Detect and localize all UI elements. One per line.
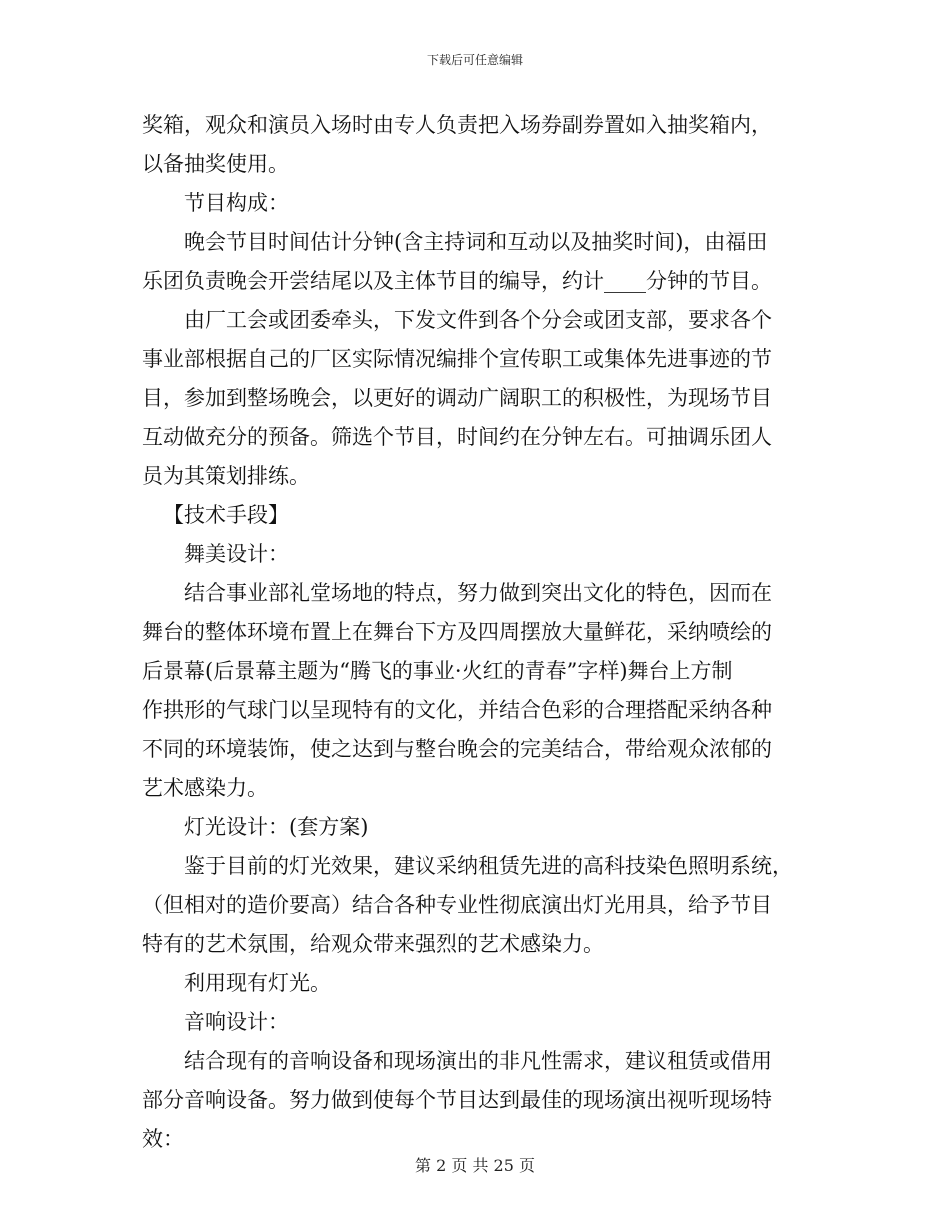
text-line: （但相对的造价要高）结合各种专业性彻底演出灯光用具，给予节目 bbox=[142, 893, 772, 917]
text-line: 不同的环境装饰，使之达到与整台晚会的完美结合，带给观众浓郁的 bbox=[142, 737, 772, 761]
text-line: 特有的艺术氛围，给观众带来强烈的艺术感染力。 bbox=[142, 932, 604, 956]
text-line: 结合事业部礼堂场地的特点，努力做到突出文化的特色，因而在 bbox=[184, 581, 772, 605]
text-line: 节目构成： bbox=[184, 191, 289, 215]
text-line: 后景幕(后景幕主题为“腾飞的事业·火红的青春”字样)舞台上方制 bbox=[142, 659, 733, 683]
text-line: 事业部根据自己的厂区实际情况编排个宣传职工或集体先进事迹的节 bbox=[142, 347, 772, 371]
text-line: 部分音响设备。努力做到使每个节目达到最佳的现场演出视听现场特 bbox=[142, 1088, 772, 1112]
text-line: 以备抽奖使用。 bbox=[142, 152, 289, 176]
page-header: 下载后可任意编辑 bbox=[426, 53, 523, 67]
text-line: 晚会节目时间估计分钟(含主持词和互动以及抽奖时间)，由福田 bbox=[184, 230, 768, 254]
text-line: 舞台的整体环境布置上在舞台下方及四周摆放大量鲜花，采纳喷绘的 bbox=[142, 620, 772, 644]
text-line: 灯光设计：(套方案) bbox=[184, 815, 369, 839]
text-line: 效： bbox=[142, 1127, 184, 1151]
text-line: 员为其策划排练。 bbox=[142, 464, 310, 488]
text-line: 由厂工会或团委牵头，下发文件到各个分会或团支部，要求各个 bbox=[184, 308, 772, 332]
text-line: 利用现有灯光。 bbox=[184, 971, 331, 995]
text-line: 舞美设计： bbox=[184, 542, 289, 566]
text-line: 音响设计： bbox=[184, 1010, 289, 1034]
text-line: 结合现有的音响设备和现场演出的非凡性需求，建议租赁或借用 bbox=[184, 1049, 772, 1073]
text-line: 【技术手段】 bbox=[163, 503, 289, 527]
document-body bbox=[142, 106, 806, 1159]
text-line: 鉴于目前的灯光效果，建议采纳租赁先进的高科技染色照明系统， bbox=[184, 854, 793, 878]
page-footer: 第 2 页 共 25 页 bbox=[415, 1156, 535, 1175]
text-line: 互动做充分的预备。筛选个节目，时间约在分钟左右。可抽调乐团人 bbox=[142, 425, 772, 449]
text-line: 目，参加到整场晚会，以更好的调动广阔职工的积极性，为现场节目 bbox=[142, 386, 772, 410]
text-line: 作拱形的气球门以呈现特有的文化，并结合色彩的合理搭配采纳各种 bbox=[142, 698, 772, 722]
text-line: 艺术感染力。 bbox=[142, 776, 268, 800]
text-line: 奖箱，观众和演员入场时由专人负责把入场券副券置如入抽奖箱内， bbox=[142, 113, 772, 137]
text-line: 乐团负责晚会开尝结尾以及主体节目的编导，约计____分钟的节目。 bbox=[142, 269, 772, 293]
